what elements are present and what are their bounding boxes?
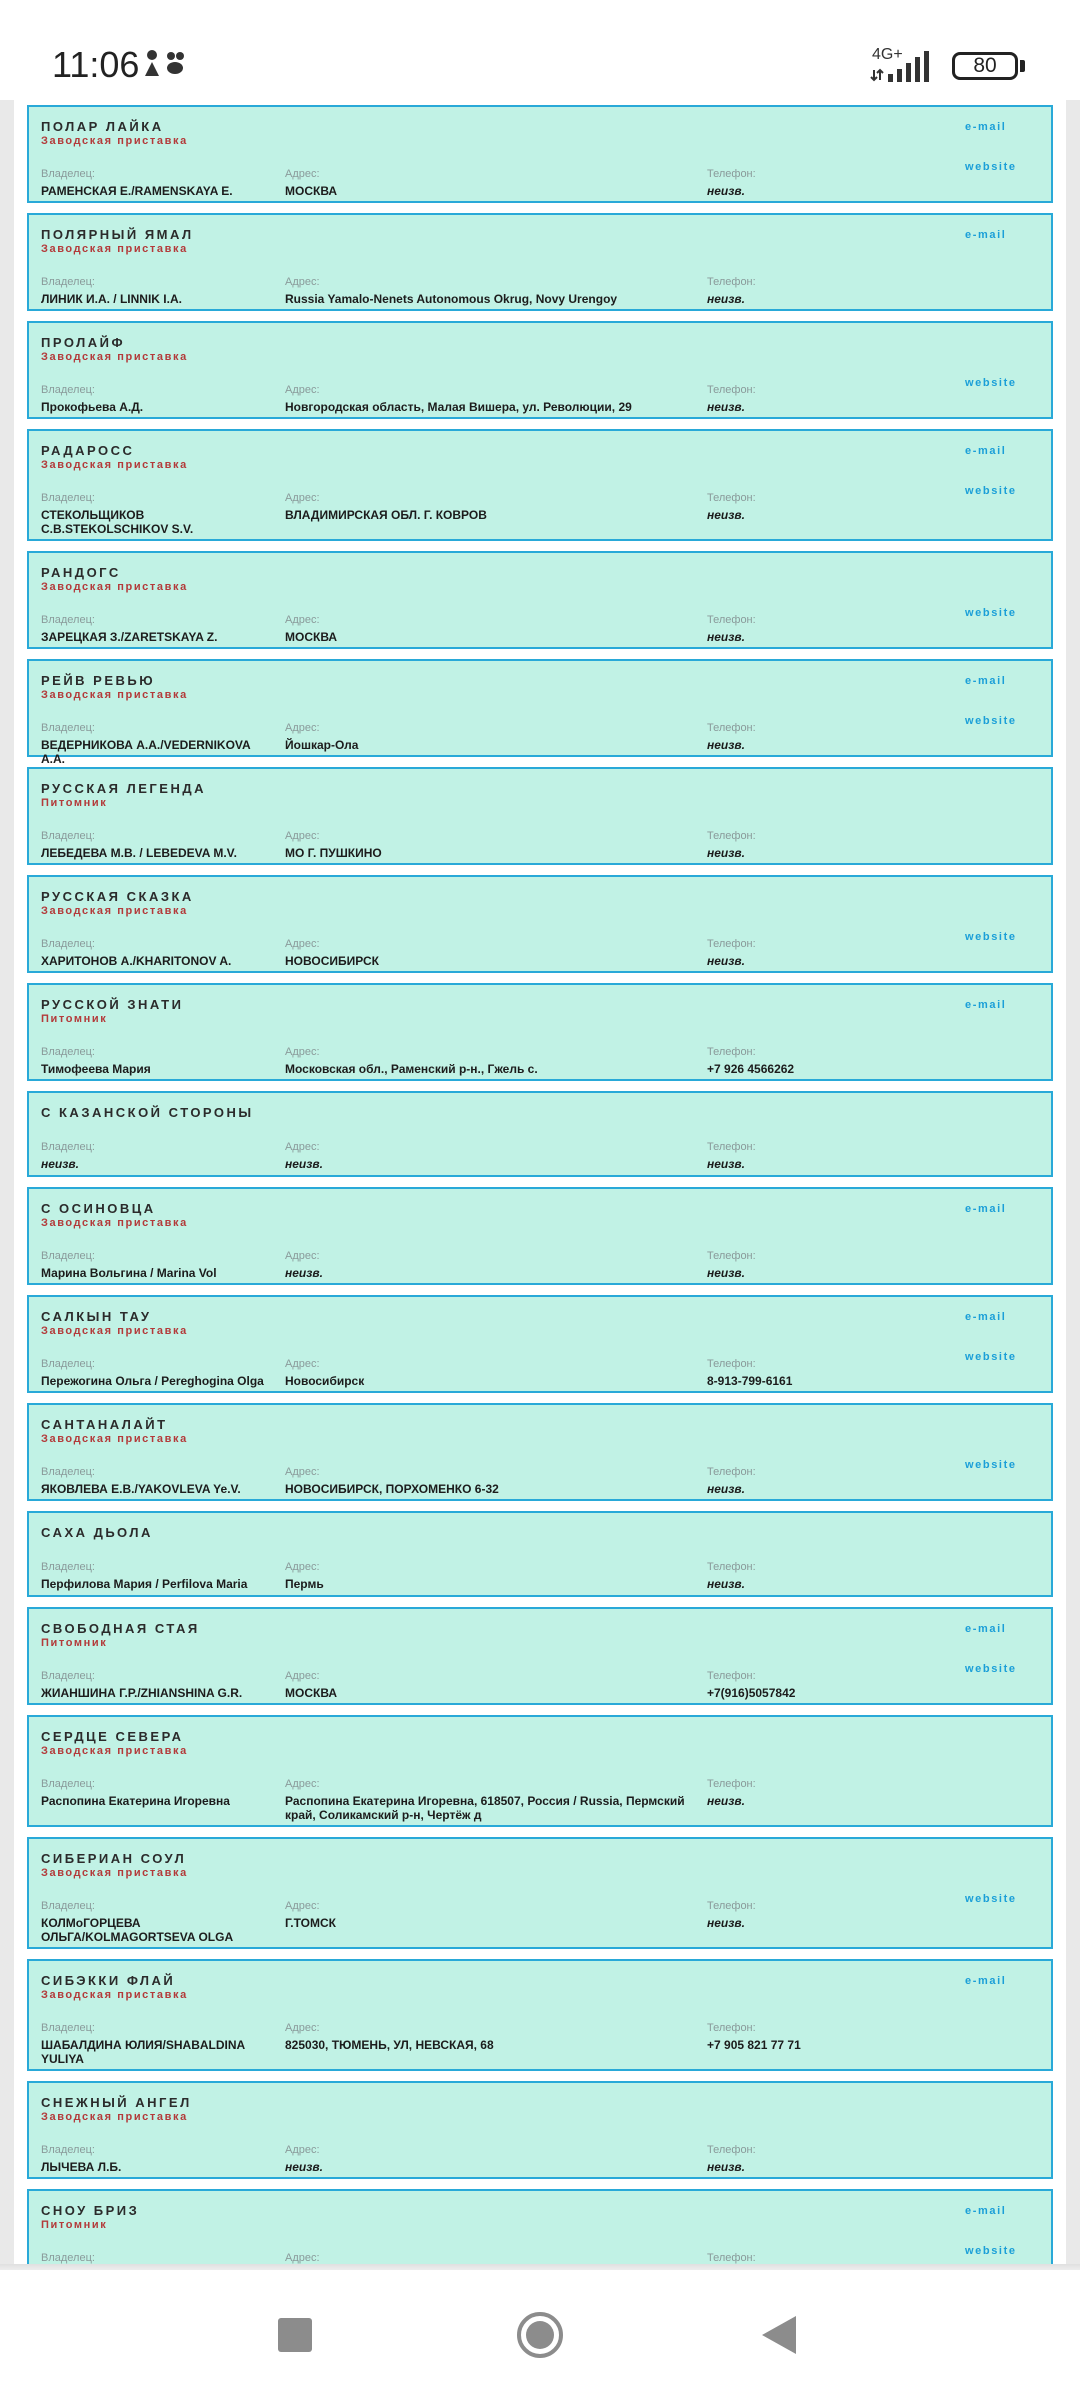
kennel-name: ПОЛЯРНЫЙ ЯМАЛ [41, 227, 194, 242]
phone-value: неизв. [707, 1916, 745, 1930]
address-value: МОСКВА [285, 630, 338, 644]
phone-value: неизв. [707, 1794, 745, 1808]
kennel-card [27, 1091, 1053, 1177]
kennel-name: САНТАНАЛАЙТ [41, 1417, 168, 1432]
owner-value: Пережогина Ольга / Pereghogina Olga [41, 1374, 264, 1388]
kennel-card [27, 1295, 1053, 1393]
kennel-card [27, 1959, 1053, 2071]
kennel-type: Питомник [41, 1013, 108, 1025]
website-link[interactable]: website [965, 485, 1017, 497]
owner-value: ЗАРЕЦКАЯ З./ZARETSKAYA Z. [41, 630, 218, 644]
kennel-name: ПРОЛАЙФ [41, 335, 126, 350]
address-label: Адрес: [285, 492, 320, 504]
phone-label: Телефон: [707, 1561, 756, 1573]
battery-icon [952, 52, 1018, 80]
kennel-type: Заводская приставка [41, 1325, 188, 1337]
website-link[interactable]: website [965, 1663, 1017, 1675]
kennel-type: Заводская приставка [41, 1217, 188, 1229]
phone-value: неизв. [707, 630, 745, 644]
kennel-name: СНОУ БРИЗ [41, 2203, 140, 2218]
phone-label: Телефон: [707, 722, 756, 734]
kennel-name: СНЕЖНЫЙ АНГЕЛ [41, 2095, 192, 2110]
owner-value: Прокофьева А.Д. [41, 400, 144, 414]
phone-value: неизв. [707, 184, 745, 198]
back-button[interactable] [762, 2316, 796, 2354]
recent-apps-button[interactable] [278, 2318, 312, 2352]
phone-label: Телефон: [707, 1670, 756, 1682]
kennel-type: Заводская приставка [41, 1745, 188, 1757]
phone-label: Телефон: [707, 1250, 756, 1262]
kennel-card [27, 1403, 1053, 1501]
phone-value: +7(916)5057842 [707, 1686, 796, 1700]
email-link[interactable]: e-mail [965, 121, 1007, 133]
address-value: Пермь [285, 1577, 324, 1591]
clock: 11:06 [52, 44, 140, 85]
kids-mode-icon [142, 48, 186, 78]
phone-value: неизв. [707, 1157, 745, 1171]
signal-icon [870, 48, 940, 82]
kennel-type: Заводская приставка [41, 1867, 188, 1879]
kennel-card [27, 321, 1053, 419]
page-content[interactable] [0, 100, 1080, 2270]
owner-value: Распопина Екатерина Игоревна [41, 1794, 230, 1808]
kennel-type: Заводская приставка [41, 689, 188, 701]
phone-label: Телефон: [707, 614, 756, 626]
kennel-name: С КАЗАНСКОЙ СТОРОНЫ [41, 1105, 254, 1120]
owner-value: ЛЕБЕДЕВА М.В. / LEBEDEVA M.V. [41, 846, 237, 860]
kennel-type: Заводская приставка [41, 581, 188, 593]
battery-level: 80 [973, 54, 997, 77]
email-link[interactable]: e-mail [965, 675, 1007, 687]
address-label: Адрес: [285, 1046, 320, 1058]
owner-label: Владелец: [41, 1141, 95, 1153]
website-link[interactable]: website [965, 931, 1017, 943]
kennel-name: САЛКЫН ТАУ [41, 1309, 152, 1324]
home-button[interactable] [516, 2311, 564, 2359]
address-value: НОВОСИБИРСК, ПОРХОМЕНКО 6-32 [285, 1482, 499, 1496]
phone-value: неизв. [707, 846, 745, 860]
phone-value: неизв. [707, 2160, 745, 2174]
kennel-name: ПОЛАР ЛАЙКА [41, 119, 164, 134]
kennel-card [27, 659, 1053, 766]
website-link[interactable]: website [965, 161, 1017, 173]
website-link[interactable]: website [965, 1351, 1017, 1363]
email-link[interactable]: e-mail [965, 1975, 1007, 1987]
kennel-card [27, 1511, 1053, 1597]
website-link[interactable]: website [965, 1459, 1017, 1471]
address-value: Russia Yamalo-Nenets Autonomous Okrug, Novy Urengoy [285, 292, 618, 306]
address-label: Адрес: [285, 384, 320, 396]
owner-value: Тимофеева Мария [41, 1062, 151, 1076]
owner-value: неизв. [41, 1157, 79, 1171]
kennel-card [27, 429, 1053, 541]
kennel-card [27, 2081, 1053, 2179]
phone-label: Телефон: [707, 1900, 756, 1912]
owner-value: СТЕКОЛЬЩИКОВ С.В.STEKOLSCHIKOV S.V. [41, 508, 194, 536]
owner-label: Владелец: [41, 614, 95, 626]
owner-label: Владелец: [41, 168, 95, 180]
phone-label: Телефон: [707, 2144, 756, 2156]
phone-value: неизв. [707, 738, 745, 752]
owner-label: Владелец: [41, 1670, 95, 1682]
kennel-name: СЕРДЦЕ СЕВЕРА [41, 1729, 184, 1744]
address-label: Адрес: [285, 1670, 320, 1682]
phone-label: Телефон: [707, 168, 756, 180]
email-link[interactable]: e-mail [965, 1311, 1007, 1323]
address-value: Новосибирск [285, 1374, 365, 1388]
kennel-name: РУССКОЙ ЗНАТИ [41, 997, 184, 1012]
kennel-type: Заводская приставка [41, 135, 188, 147]
kennel-name: С ОСИНОВЦА [41, 1201, 156, 1216]
address-value: ВЛАДИМИРСКАЯ ОБЛ. Г. КОВРОВ [285, 508, 487, 522]
phone-value: неизв. [707, 1482, 745, 1496]
owner-label: Владелец: [41, 1778, 95, 1790]
kennel-card [27, 2189, 1053, 2270]
kennel-name: РАНДОГС [41, 565, 121, 580]
owner-label: Владелец: [41, 276, 95, 288]
owner-label: Владелец: [41, 1046, 95, 1058]
address-value: МОСКВА [285, 1686, 338, 1700]
phone-value: неизв. [707, 954, 745, 968]
address-value: Распопина Екатерина Игоревна, 618507, Россия / Russia, Пермский край, Соликамский р-н, Чертёж д [285, 1794, 685, 1822]
owner-value: ВЕДЕРНИКОВА А.А./VEDERNIKOVA A.A. [41, 738, 251, 766]
kennel-name: РЕЙВ РЕВЬЮ [41, 673, 156, 688]
email-link[interactable]: e-mail [965, 1623, 1007, 1635]
owner-label: Владелец: [41, 492, 95, 504]
phone-label: Телефон: [707, 938, 756, 950]
owner-value: ХАРИТОНОВ А./KHARITONOV A. [41, 954, 232, 968]
kennel-card [27, 875, 1053, 973]
kennel-name: РАДАРОСС [41, 443, 135, 458]
listing-container [14, 100, 1066, 2270]
phone-label: Телефон: [707, 1046, 756, 1058]
owner-value: ЛИНИК И.А. / LINNIK I.A. [41, 292, 182, 306]
address-label: Адрес: [285, 938, 320, 950]
owner-label: Владелец: [41, 1250, 95, 1262]
owner-value: ЯКОВЛЕВА Е.В./YAKOVLEVA Ye.V. [41, 1482, 241, 1496]
kennel-card [27, 1837, 1053, 1949]
email-link[interactable]: e-mail [965, 1203, 1007, 1215]
phone-value: 8-913-799-6161 [707, 1374, 793, 1388]
phone-label: Телефон: [707, 1141, 756, 1153]
owner-label: Владелец: [41, 830, 95, 842]
kennel-name: СИБЭККИ ФЛАЙ [41, 1973, 176, 1988]
owner-label: Владелец: [41, 938, 95, 950]
address-value: неизв. [285, 2160, 323, 2174]
kennel-card [27, 1607, 1053, 1705]
owner-label: Владелец: [41, 2252, 95, 2264]
phone-value: неизв. [707, 1266, 745, 1280]
owner-label: Владелец: [41, 722, 95, 734]
email-link[interactable]: e-mail [965, 999, 1007, 1011]
kennel-name: СИБЕРИАН СОУЛ [41, 1851, 187, 1866]
address-value: 825030, ТЮМЕНЬ, УЛ, НЕВСКАЯ, 68 [285, 2038, 494, 2052]
owner-label: Владелец: [41, 2144, 95, 2156]
phone-value: неизв. [707, 1577, 745, 1591]
email-link[interactable]: e-mail [965, 229, 1007, 241]
phone-label: Телефон: [707, 1466, 756, 1478]
address-label: Адрес: [285, 2144, 320, 2156]
address-label: Адрес: [285, 722, 320, 734]
kennel-name: РУССКАЯ ЛЕГЕНДА [41, 781, 207, 796]
phone-value: неизв. [707, 292, 745, 306]
website-link[interactable]: website [965, 607, 1017, 619]
address-label: Адрес: [285, 614, 320, 626]
phone-label: Телефон: [707, 1778, 756, 1790]
address-label: Адрес: [285, 1561, 320, 1573]
address-value: Московская обл., Раменский р-н., Гжель с. [285, 1062, 538, 1076]
owner-label: Владелец: [41, 1900, 95, 1912]
kennel-type: Заводская приставка [41, 351, 188, 363]
owner-label: Владелец: [41, 1358, 95, 1370]
address-value: Г.ТОМСК [285, 1916, 336, 1930]
address-label: Адрес: [285, 1778, 320, 1790]
address-label: Адрес: [285, 1466, 320, 1478]
phone-label: Телефон: [707, 2022, 756, 2034]
phone-value: неизв. [707, 508, 745, 522]
owner-value: Перфилова Мария / Perfilova Maria [41, 1577, 248, 1591]
website-link[interactable]: website [965, 1893, 1017, 1905]
battery-tip [1020, 60, 1025, 72]
phone-label: Телефон: [707, 276, 756, 288]
owner-label: Владелец: [41, 1561, 95, 1573]
owner-value: Марина Вольгина / Marina Vol [41, 1266, 217, 1280]
kennel-type: Питомник [41, 1637, 108, 1649]
network-type: 4G+ [872, 46, 903, 63]
kennel-name: РУССКАЯ СКАЗКА [41, 889, 194, 904]
phone-label: Телефон: [707, 1358, 756, 1370]
address-label: Адрес: [285, 830, 320, 842]
owner-value: ЖИАНШИНА Г.Р./ZHIANSHINA G.R. [41, 1686, 243, 1700]
owner-value: ЛЫЧЕВА Л.Б. [41, 2160, 122, 2174]
kennel-type: Заводская приставка [41, 459, 188, 471]
kennel-card [27, 551, 1053, 649]
owner-value: ШАБАЛДИНА ЮЛИЯ/SHABALDINA YULIYA [41, 2038, 245, 2066]
kennel-card [27, 767, 1053, 865]
address-label: Адрес: [285, 1250, 320, 1262]
kennel-type: Заводская приставка [41, 1433, 188, 1445]
owner-value: КОЛМоГОРЦЕВА ОЛЬГА/KOLMAGORTSEVA OLGA [41, 1916, 234, 1944]
address-label: Адрес: [285, 168, 320, 180]
address-label: Адрес: [285, 2252, 320, 2264]
address-value: неизв. [285, 1266, 323, 1280]
address-value: Йошкар-Ола [285, 738, 359, 752]
phone-label: Телефон: [707, 492, 756, 504]
website-link[interactable]: website [965, 377, 1017, 389]
address-value: неизв. [285, 1157, 323, 1171]
status-bar [0, 0, 1080, 100]
kennel-card [27, 1187, 1053, 1285]
phone-value: +7 905 821 77 71 [707, 2038, 801, 2052]
address-value: МО Г. ПУШКИНО [285, 846, 382, 860]
kennel-name: САХА ДЬОЛА [41, 1525, 153, 1540]
phone-label: Телефон: [707, 2252, 756, 2264]
owner-label: Владелец: [41, 1466, 95, 1478]
website-link[interactable]: website [965, 2245, 1017, 2257]
address-label: Адрес: [285, 2022, 320, 2034]
kennel-type: Заводская приставка [41, 905, 188, 917]
address-value: Новгородская область, Малая Вишера, ул. Революции, 29 [285, 400, 632, 414]
kennel-card [27, 1715, 1053, 1827]
phone-value: +7 926 4566262 [707, 1062, 795, 1076]
kennel-type: Заводская приставка [41, 1989, 188, 2001]
phone-label: Телефон: [707, 830, 756, 842]
address-label: Адрес: [285, 1900, 320, 1912]
owner-value: РАМЕНСКАЯ Е./RAMENSKAYA E. [41, 184, 233, 198]
phone-label: Телефон: [707, 384, 756, 396]
owner-label: Владелец: [41, 384, 95, 396]
phone-value: неизв. [707, 400, 745, 414]
owner-label: Владелец: [41, 2022, 95, 2034]
kennel-type: Питомник [41, 2219, 108, 2231]
email-link[interactable]: e-mail [965, 445, 1007, 457]
kennel-type: Заводская приставка [41, 2111, 188, 2123]
address-value: НОВОСИБИРСК [285, 954, 379, 968]
kennel-card [27, 213, 1053, 311]
website-link[interactable]: website [965, 715, 1017, 727]
kennel-type: Заводская приставка [41, 243, 188, 255]
kennel-type: Питомник [41, 797, 108, 809]
kennel-card [27, 983, 1053, 1081]
address-label: Адрес: [285, 276, 320, 288]
kennel-name: СВОБОДНАЯ СТАЯ [41, 1621, 200, 1636]
address-value: МОСКВА [285, 184, 338, 198]
address-label: Адрес: [285, 1141, 320, 1153]
email-link[interactable]: e-mail [965, 2205, 1007, 2217]
kennel-card [27, 105, 1053, 203]
address-label: Адрес: [285, 1358, 320, 1370]
